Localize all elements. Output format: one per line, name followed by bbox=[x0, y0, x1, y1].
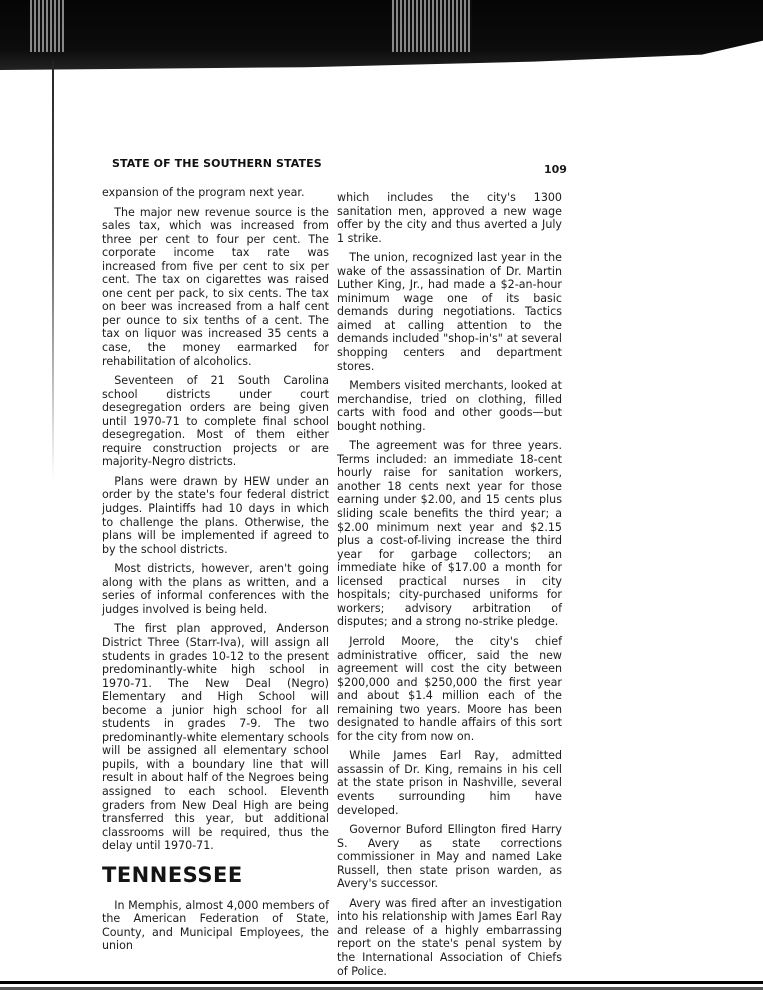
paragraph: In Memphis, almost 4,000 members of the American Federation of State, County, and Municipal Employees, the union bbox=[102, 898, 329, 953]
paragraph: expansion of the program next year. bbox=[102, 186, 305, 199]
right-column bbox=[337, 191, 562, 984]
paragraph: which includes the city's 1300 sanitation men, approved a new wage offer by the city and thus averted a July 1 strike. bbox=[337, 191, 562, 245]
paragraph: The first plan approved, Anderson District Three (Starr-Iva), will assign all students in grades 10-12 to the present predominantly-white high school in 1970-71. The New Deal (Negro) Elementary and High School will become a junior high school for all students in grades 7-9. The two predominantly-white elementary schools will be assigned all elementary school pupils, with a boundary line that will result in about half of the Negroes being assigned to each school. Eleventh graders from New Deal High are being transferred this year, but additional classrooms will be required, thus the delay until 1970-71. bbox=[102, 622, 329, 853]
paragraph: The major new revenue source is the sales tax, which was increased from three per cent to four per cent. The corporate income tax rate was increased from five per cent to six per cent. The tax on cigarettes was raised one cent per pack, to six cents. The tax on beer was increased from a half cent per ounce to six tenths of a cent. The tax on liquor was increased 35 cents a case, the money earmarked for rehabilitation of alcoholics. bbox=[102, 205, 329, 368]
paragraph: Most districts, however, aren't going along with the plans as written, and a series of informal conferences with the judges involved is being held. bbox=[102, 562, 329, 616]
paragraph: Jerrold Moore, the city's chief administrative officer, said the new agreement will cost the city between $200,000 and $250,000 the first year and about $1.4 million each of the remaining two years. Moore has been designated to handle affairs of this sort for the city from now on. bbox=[337, 634, 562, 743]
paragraph: The union, recognized last year in the wake of the assassination of Dr. Martin Luther King, Jr., had made a $2-an-hour minimum wage one of its basic demands during negotiations. Tactics aimed at calling attention to the demands included "shop-in's" at several shopping centers and department stores. bbox=[337, 251, 562, 373]
paragraph: Seventeen of 21 South Carolina school districts under court desegregation orders are being given until 1970-71 to complete final school desegregation. Most of them either require construction projects or are majority-Negro districts. bbox=[102, 374, 329, 469]
paragraph: Governor Buford Ellington fired Harry S. Avery as state corrections commissioner in May and named Lake Russell, then state prison warden, as Avery's successor. bbox=[337, 823, 562, 891]
scan-streak bbox=[392, 0, 472, 52]
page-number: 109 bbox=[544, 163, 567, 176]
paragraph: Members visited merchants, looked at merchandise, tried on clothing, filled carts with food and other goods—but bought nothing. bbox=[337, 379, 562, 433]
paragraph: Avery was fired after an investigation into his relationship with James Earl Ray and release of a highly embarrassing report on the state's penal system by the International Association of Chiefs of Police. bbox=[337, 896, 562, 978]
scan-top-shadow bbox=[0, 0, 763, 70]
section-heading-tennessee: TENNESSEE bbox=[102, 862, 243, 887]
scan-left-edge bbox=[52, 60, 54, 480]
paragraph: Plans were drawn by HEW under an order by the state's four federal district judges. Plaintiffs had 10 days in which to challenge the plans. Otherwise, the plans will be implemented if agreed to by the school districts. bbox=[102, 474, 329, 556]
paragraph: While James Earl Ray, admitted assassin of Dr. King, remains in his cell at the state prison in Nashville, several events surrounding him have developed. bbox=[337, 749, 562, 817]
paragraph: The agreement was for three years. Terms included: an immediate 18-cent hourly raise for sanitation workers, another 18 cents next year for those earning under $2.00, and 15 cents plus sliding scale benefits the third year; a $2.00 minimum next year and $2.15 plus a cost-of-living increase the third year for garbage collectors; an immediate hike of $17.00 a month for licensed practical nurses in city hospitals; city-purchased uniforms for workers; advisory arbitration of disputes; and a strong no-strike pledge. bbox=[337, 439, 562, 629]
running-head: STATE OF THE SOUTHERN STATES bbox=[112, 157, 322, 170]
left-column bbox=[102, 186, 329, 959]
scan-bottom-edge bbox=[0, 978, 763, 990]
scan-streak bbox=[30, 0, 64, 52]
